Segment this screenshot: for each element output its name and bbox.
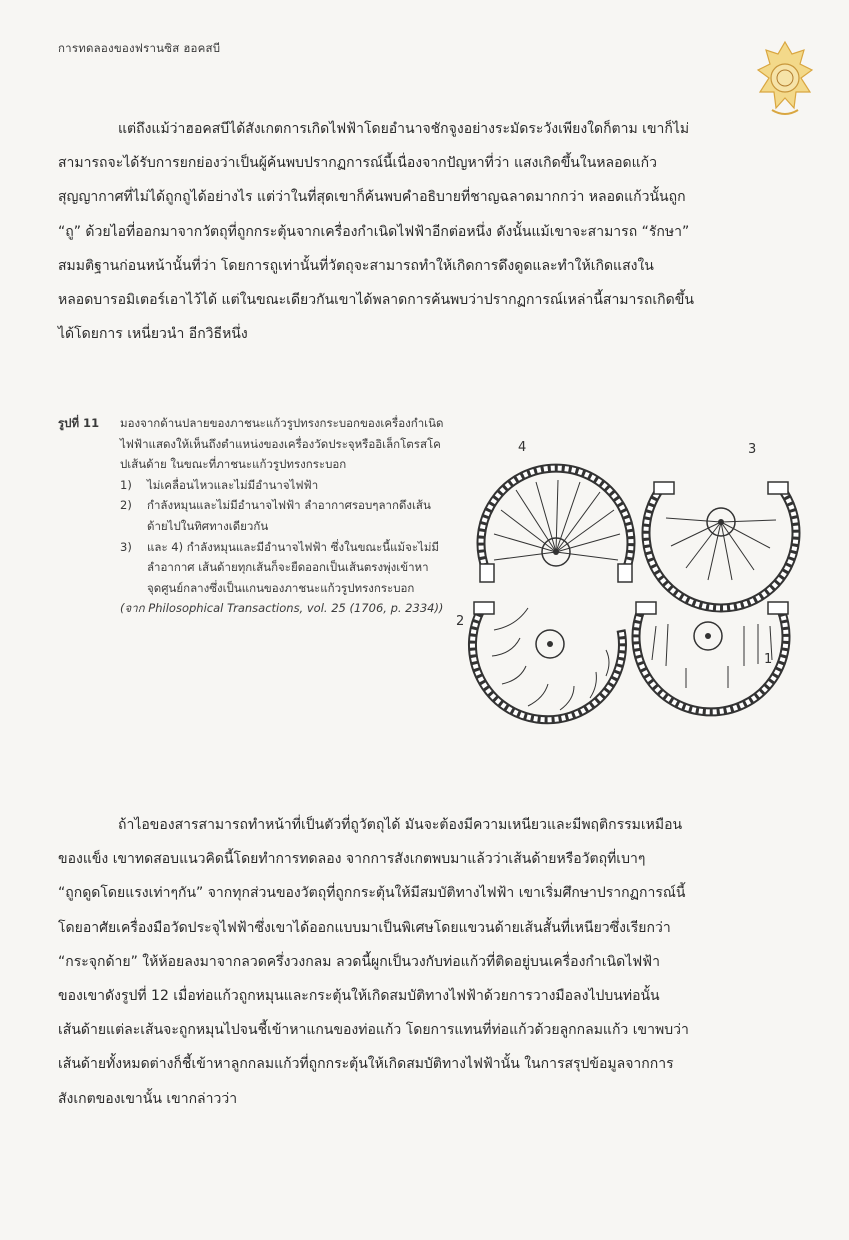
text-line: หลอดบารอมิเตอร์เอาไว้ได้ แต่ในขณะเดียวกันเขาได้พลาดการค้นพบว่าปรากฏการณ์เหล่านี้สามารถเกิดขึ้น [58,292,694,309]
text-line: ของแข็ง เขาทดสอบแนวคิดนี้โดยทำการทดลอง จากการสังเกตพบมาแล้วว่าเส้นด้ายหรือวัตถุที่เบาๆ [58,851,646,868]
text-line: สุญญากาศที่ไม่ได้ถูกถูได้อย่างไร แต่ว่าในที่สุดเขาก็ค้นพบคำอธิบายที่ชาญฉลาดมากกว่า หลอดแก้วนั้นถูก [58,189,686,206]
text-line: แต่ถึงแม้ว่าฮอคสบีได้สังเกตการเกิดไฟฟ้าโดยอำนาจชักจูงอย่างระมัดระวังเพียงใดก็ตาม เขาก็ไม่ [118,121,690,137]
text-line: “ถูกดูดโดยแรงเท่าๆกัน” จากทุกส่วนของวัตถุที่ถูกกระตุ้นให้มีสมบัติทางไฟฟ้า เขาเริ่มศึกษาปรากฏการณ์นี้ [58,885,686,902]
text-line: ของเขาดังรูปที่ 12 เมื่อท่อแก้วถูกหมุนและกระตุ้นให้เกิดสมบัติทางไฟฟ้าด้วยการวางมือลงไปบนท่อนั้น [58,988,660,1005]
caption-intro: มองจากด้านปลายของภาชนะแก้วรูปทรงกระบอกของเครื่องกำเนิดไฟฟ้าแสดงให้เห็นถึงตำแหน่งของเครื่องวัดประจุหรืออิเล็กโตรสโคปเส้นด้าย ในขณะที่ภาชนะแก้วรูปทรงกระบอก [120,416,444,472]
text-line: เส้นด้ายแต่ละเส้นจะถูกหมุนไปจนชี้เข้าหาแกนของท่อแก้ว โดยการแทนที่ท่อแก้วด้วยลูกกลมแก้ว เขาพบว่า [58,1022,689,1039]
figure-caption [58,413,448,619]
caption-item-number: 3) [120,539,132,554]
body-paragraph-2 [58,808,798,1116]
royal-emblem-logo [752,40,818,120]
panel-2-drawing [472,602,622,720]
text-line: สังเกตของเขานั้น เขากล่าวว่า [58,1090,238,1107]
text-line: สามารถจะได้รับการยกย่องว่าเป็นผู้ค้นพบปรากฏการณ์นี้เนื่องจากปัญหาที่ว่า แสงเกิดขึ้นในหลอดแก้ว [58,155,657,172]
text-line: “กระจุกด้าย” ให้ห้อยลงมาจากลวดครึ่งวงกลม ลวดนี้ผูกเป็นวงกับท่อแก้วที่ติดอยู่บนเครื่องกำเนิดไฟฟ้า [58,953,660,970]
panel-3-drawing [646,482,796,608]
figure-panel-label: 4 [518,440,527,455]
figure-panel-label: 2 [456,614,465,629]
caption-item-text: กำลังหมุนและไม่มีอำนาจไฟฟ้า ลำอากาศรอบๆลากดึงเส้นด้ายไปในทิศทางเดียวกัน [147,498,431,533]
panel-4-drawing [480,468,632,582]
caption-item-number: 1) [120,477,132,492]
caption-item-text: และ 4) กำลังหมุนและมีอำนาจไฟฟ้า ซึ่งในขณะนี้แม้จะไม่มีลำอากาศ เส้นด้ายทุกเส้นก็จะยืดออกเป็นเส้นตรงพุ่งเข้าหาจุดศูนย์กลางซึ่งเป็นแกนของภาชนะแก้วรูปทรงกระบอก [147,539,439,595]
caption-item [120,495,448,536]
text-line: ได้โดยการ เหนี่ยวนำ อีกวิธีหนึ่ง [58,326,248,343]
caption-item-number: 2) [120,498,132,513]
text-line: เส้นด้ายทั้งหมดต่างก็ชี้เข้าหาลูกกลมแก้วที่ถูกกระตุ้นให้เกิดสมบัติทางไฟฟ้านั้น ในการสรุปข้อมูลจากการ [58,1056,674,1073]
text-line: “ถู” ด้วยไอที่ออกมาจากวัตถุที่ถูกกระตุ้นจากเครื่องกำเนิดไฟฟ้าอีกต่อหนึ่ง ดังนั้นแม้เขาจะสามารถ “รักษา” [58,223,690,240]
caption-item [120,537,448,599]
figure-panel-label: 3 [748,442,757,457]
figure-panel-label: 1 [764,652,773,667]
electroscope-figure [446,430,816,760]
text-line: สมมติฐานก่อนหน้านั้นที่ว่า โดยการถูเท่านั้นที่วัตถุจะสามารถทำให้เกิดการดึงดูดและทำให้เกิดแสงใน [58,257,654,274]
caption-item [120,475,448,496]
text-line: ถ้าไอของสารสามารถทำหน้าที่เป็นตัวที่ถูวัตถุได้ มันจะต้องมีความเหนียวและมีพฤติกรรมเหมือน [118,817,683,833]
running-header: การทดลองของฟรานซิส ฮอคสบี [58,41,221,55]
caption-item-text: ไม่เคลื่อนไหวและไม่มีอำนาจไฟฟ้า [147,477,319,492]
caption-source: (จาก Philosophical Transactions, vol. 25 (1706, p. 2334)) [120,601,444,616]
text-line: โดยอาศัยเครื่องมือวัดประจุไฟฟ้าซึ่งเขาได้ออกแบบมาเป็นพิเศษโดยแขวนด้ายเส้นสั้นที่เหนียวซึ่งเรียกว่า [58,919,671,936]
body-paragraph-1 [58,112,798,351]
figure-label: รูปที่ 11 [58,416,100,430]
figure-drawing [446,430,816,760]
